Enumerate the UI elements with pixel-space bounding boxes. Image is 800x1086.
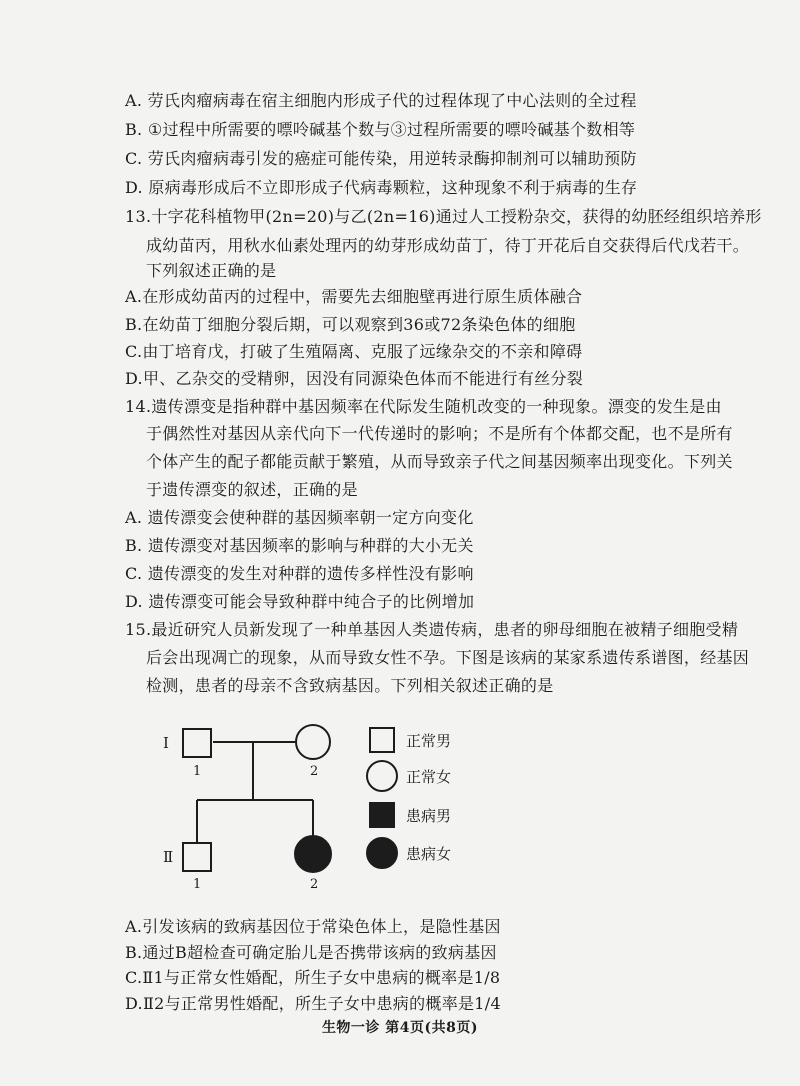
- q15-stem-line-2: 后会出现凋亡的现象，从而导致女性不孕。下图是该病的某家系遗传系谱图，经基因: [146, 648, 750, 667]
- generation-label-2: Ⅱ: [163, 848, 174, 866]
- page-footer: 生物一诊 第4页(共8页): [321, 1020, 479, 1036]
- q12-option-c: C. 劳氏肉瘤病毒引发的癌症可能传染，用逆转录酶抑制剂可以辅助预防: [125, 149, 637, 168]
- individual-i2-normal-female-icon: [296, 725, 330, 759]
- legend-affected-female-label: 患病女: [406, 845, 452, 863]
- label-ii1: 1: [193, 877, 202, 892]
- q14-option-d: D. 遗传漂变可能会导致种群中纯合子的比例增加: [125, 592, 475, 611]
- legend-normal-male-label: 正常男: [406, 732, 452, 750]
- legend-affected-female-icon: [367, 838, 397, 868]
- q13-option-c: C.由丁培育戊，打破了生殖隔离、克服了远缘杂交的不亲和障碍: [125, 342, 583, 361]
- pedigree-diagram: [150, 715, 510, 900]
- legend-affected-male-icon: [370, 803, 394, 827]
- q13-stem-line-3: 下列叙述正确的是: [146, 261, 277, 280]
- individual-ii2-affected-female-icon: [295, 836, 331, 872]
- individual-ii1-normal-male-icon: [183, 843, 211, 871]
- q13-option-b: B.在幼苗丁细胞分裂后期，可以观察到36或72条染色体的细胞: [125, 315, 576, 334]
- label-ii2: 2: [310, 877, 319, 892]
- q14-option-a: A. 遗传漂变会使种群的基因频率朝一定方向变化: [125, 508, 474, 527]
- q15-stem-line-3: 检测，患者的母亲不含致病基因。下列相关叙述正确的是: [146, 676, 554, 695]
- q12-option-d: D. 原病毒形成后不立即形成子代病毒颗粒，这种现象不利于病毒的生存: [125, 178, 638, 197]
- q14-stem-line-4: 于遗传漂变的叙述，正确的是: [146, 480, 358, 499]
- q13-option-a: A.在形成幼苗丙的过程中，需要先去细胞壁再进行原生质体融合: [125, 287, 583, 306]
- q13-option-d: D.甲、乙杂交的受精卵，因没有同源染色体而不能进行有丝分裂: [125, 369, 584, 388]
- q15-stem-line-1: 15.最近研究人员新发现了一种单基因人类遗传病，患者的卵母细胞在被精子细胞受精: [125, 620, 739, 639]
- label-i2: 2: [310, 764, 319, 779]
- q14-option-b: B. 遗传漂变对基因频率的影响与种群的大小无关: [125, 536, 474, 555]
- label-i1: 1: [193, 764, 202, 779]
- legend-affected-male-label: 患病男: [406, 807, 452, 825]
- q13-stem-line-1: 13.十字花科植物甲(2n=20)与乙(2n=16)通过人工授粉杂交，获得的幼胚经组织培养形: [125, 207, 762, 226]
- q15-option-a: A.引发该病的致病基因位于常染色体上，是隐性基因: [125, 917, 501, 936]
- q14-stem-line-2: 于偶然性对基因从亲代向下一代传递时的影响；不是所有个体都交配，也不是所有: [146, 424, 733, 443]
- q15-option-c: C.Ⅱ1与正常女性婚配，所生子女中患病的概率是1/8: [125, 968, 501, 987]
- q12-option-b: B. ①过程中所需要的嘌呤碱基个数与③过程所需要的嘌呤碱基个数相等: [125, 120, 636, 139]
- q14-stem-line-3: 个体产生的配子都能贡献于繁殖，从而导致亲子代之间基因频率出现变化。下列关: [146, 452, 733, 471]
- q15-option-d: D.Ⅱ2与正常男性婚配，所生子女中患病的概率是1/4: [125, 994, 501, 1013]
- q14-stem-line-1: 14.遗传漂变是指种群中基因频率在代际发生随机改变的一种现象。漂变的发生是由: [125, 397, 722, 416]
- q12-option-a: A. 劳氏肉瘤病毒在宿主细胞内形成子代的过程体现了中心法则的全过程: [125, 91, 637, 110]
- q13-stem-line-2: 成幼苗丙，用秋水仙素处理丙的幼芽形成幼苗丁，待丁开花后自交获得后代戊若干。: [146, 236, 750, 255]
- q15-option-b: B.通过B超检查可确定胎儿是否携带该病的致病基因: [125, 943, 497, 962]
- legend-normal-male-icon: [370, 728, 394, 752]
- legend-normal-female-label: 正常女: [406, 768, 452, 786]
- generation-label-1: Ⅰ: [163, 734, 169, 752]
- individual-i1-normal-male-icon: [183, 729, 211, 757]
- legend-normal-female-icon: [367, 761, 397, 791]
- q14-option-c: C. 遗传漂变的发生对种群的遗传多样性没有影响: [125, 564, 474, 583]
